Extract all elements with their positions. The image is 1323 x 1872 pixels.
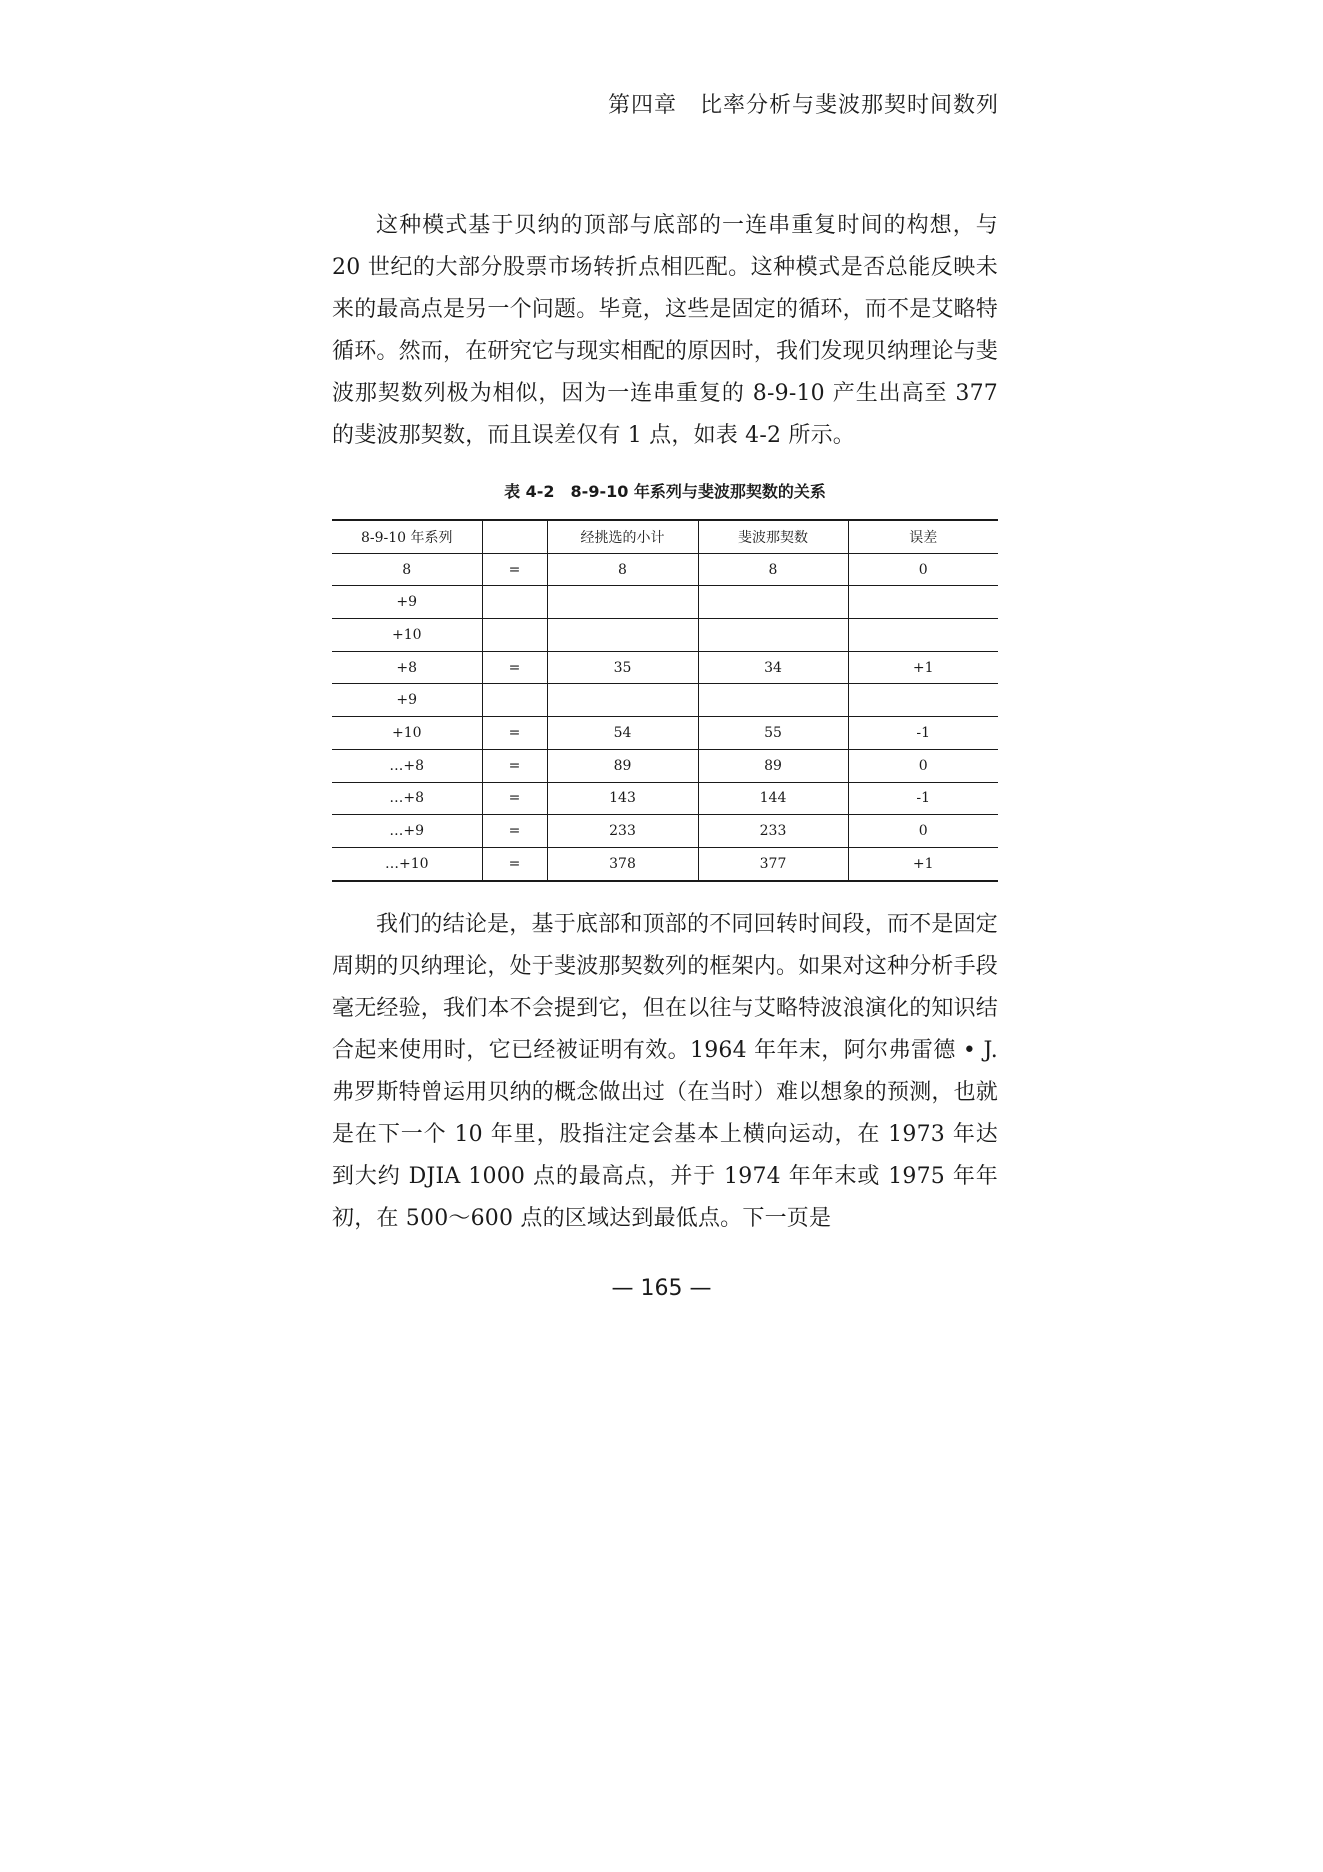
paragraph-conclusion: 我们的结论是，基于底部和顶部的不同回转时间段，而不是固定周期的贝纳理论，处于斐波那契数列的框架内。如果对这种分析手段毫无经验，我们本不会提到它，但在以往与艾略特波浪演化的知识结合起来使用时，它已经被证明有效。1964 年年末，阿尔弗雷德 • J.弗罗斯特曾运用贝纳的概念做出过（在当时）难以想象的预测，也就是在下一个 10 年里，股指注定会基本上横向运动，在 1973 年达到大约 DJIA 1000 点的最高点，并于 1974 年年末或 1975 年年初，在 500～600 点的区域达到最低点。下一页是 xyxy=(332,911,999,1231)
cell-fibonacci: 55 xyxy=(698,717,848,750)
cell-operator: = xyxy=(482,847,547,880)
cell-error xyxy=(848,619,998,652)
cell-operator: = xyxy=(482,651,547,684)
column-header-error: 误差 xyxy=(848,520,998,553)
cell-error: +1 xyxy=(912,855,934,872)
table-row xyxy=(332,586,998,619)
cell-series: …+9 xyxy=(332,815,482,848)
cell-subtotal: 143 xyxy=(547,782,698,815)
cell-operator xyxy=(482,619,547,652)
cell-subtotal: 233 xyxy=(547,815,698,848)
table-row xyxy=(332,619,998,652)
cell-series: +9 xyxy=(332,684,482,717)
cell-error: -1 xyxy=(848,717,998,750)
cell-error: 0 xyxy=(848,749,998,782)
cell-operator xyxy=(482,684,547,717)
cell-error: 0 xyxy=(848,553,998,586)
table-row xyxy=(332,847,998,880)
table-row xyxy=(332,815,998,848)
cell-series: …+8 xyxy=(332,782,482,815)
cell-subtotal xyxy=(547,684,698,717)
cell-operator: = xyxy=(482,717,547,750)
cell-fibonacci xyxy=(698,619,848,652)
table-row xyxy=(332,782,998,815)
cell-error xyxy=(848,586,998,619)
cell-series: …+10 xyxy=(332,847,482,880)
cell-fibonacci: 144 xyxy=(698,782,848,815)
cell-error: -1 xyxy=(848,782,998,815)
cell-subtotal: 8 xyxy=(547,553,698,586)
cell-subtotal: 89 xyxy=(547,749,698,782)
table-row xyxy=(332,749,998,782)
cell-error xyxy=(848,684,998,717)
cell-operator xyxy=(482,586,547,619)
table-row xyxy=(332,684,998,717)
cell-subtotal: 54 xyxy=(547,717,698,750)
cell-subtotal: 35 xyxy=(547,651,698,684)
cell-operator: = xyxy=(482,782,547,815)
column-header-series: 8-9-10 年系列 xyxy=(332,520,482,553)
cell-error: 0 xyxy=(848,815,998,848)
cell-series: +8 xyxy=(332,651,482,684)
cell-subtotal: 378 xyxy=(547,847,698,880)
cell-series: 8 xyxy=(332,553,482,586)
column-header-fibonacci: 斐波那契数 xyxy=(698,520,848,553)
cell-fibonacci: 89 xyxy=(698,749,848,782)
cell-series: +10 xyxy=(332,619,482,652)
cell-operator: = xyxy=(482,815,547,848)
paragraph-intro: 这种模式基于贝纳的顶部与底部的一连串重复时间的构想，与 20 世纪的大部分股票市场转折点相匹配。这种模式是否总能反映未来的最高点是另一个问题。毕竟，这些是固定的循环，而不是艾略特循环。然而，在研究它与现实相配的原因时，我们发现贝纳理论与斐波那契数列极为相似，因为一连串重复的 8-9-10 产生出高至 377 的斐波那契数，而且误差仅有 1 点，如表 4-2 所示。 xyxy=(332,213,999,448)
column-header-subtotal: 经挑选的小计 xyxy=(547,520,698,553)
cell-error: +1 xyxy=(848,651,998,684)
cell-fibonacci xyxy=(698,586,848,619)
cell-subtotal xyxy=(547,619,698,652)
column-header-operator xyxy=(482,520,547,553)
cell-operator: = xyxy=(482,553,547,586)
fibonacci-series-table xyxy=(332,519,998,882)
page-number: — 165 — xyxy=(611,1276,712,1301)
cell-series: +10 xyxy=(332,717,482,750)
table-row xyxy=(332,553,998,586)
cell-subtotal xyxy=(547,586,698,619)
page-body xyxy=(332,205,998,1240)
cell-operator: = xyxy=(482,749,547,782)
cell-series: +9 xyxy=(332,586,482,619)
cell-fibonacci: 34 xyxy=(698,651,848,684)
table-header-row xyxy=(332,520,998,553)
cell-fibonacci xyxy=(698,684,848,717)
table-row xyxy=(332,651,998,684)
cell-fibonacci: 377 xyxy=(698,847,848,880)
running-header: 第四章 比率分析与斐波那契时间数列 xyxy=(607,93,999,118)
cell-fibonacci: 233 xyxy=(698,815,848,848)
cell-series: …+8 xyxy=(332,749,482,782)
table-caption: 表 4-2 8-9-10 年系列与斐波那契数的关系 xyxy=(504,482,826,501)
table-row xyxy=(332,717,998,750)
cell-fibonacci: 8 xyxy=(698,553,848,586)
